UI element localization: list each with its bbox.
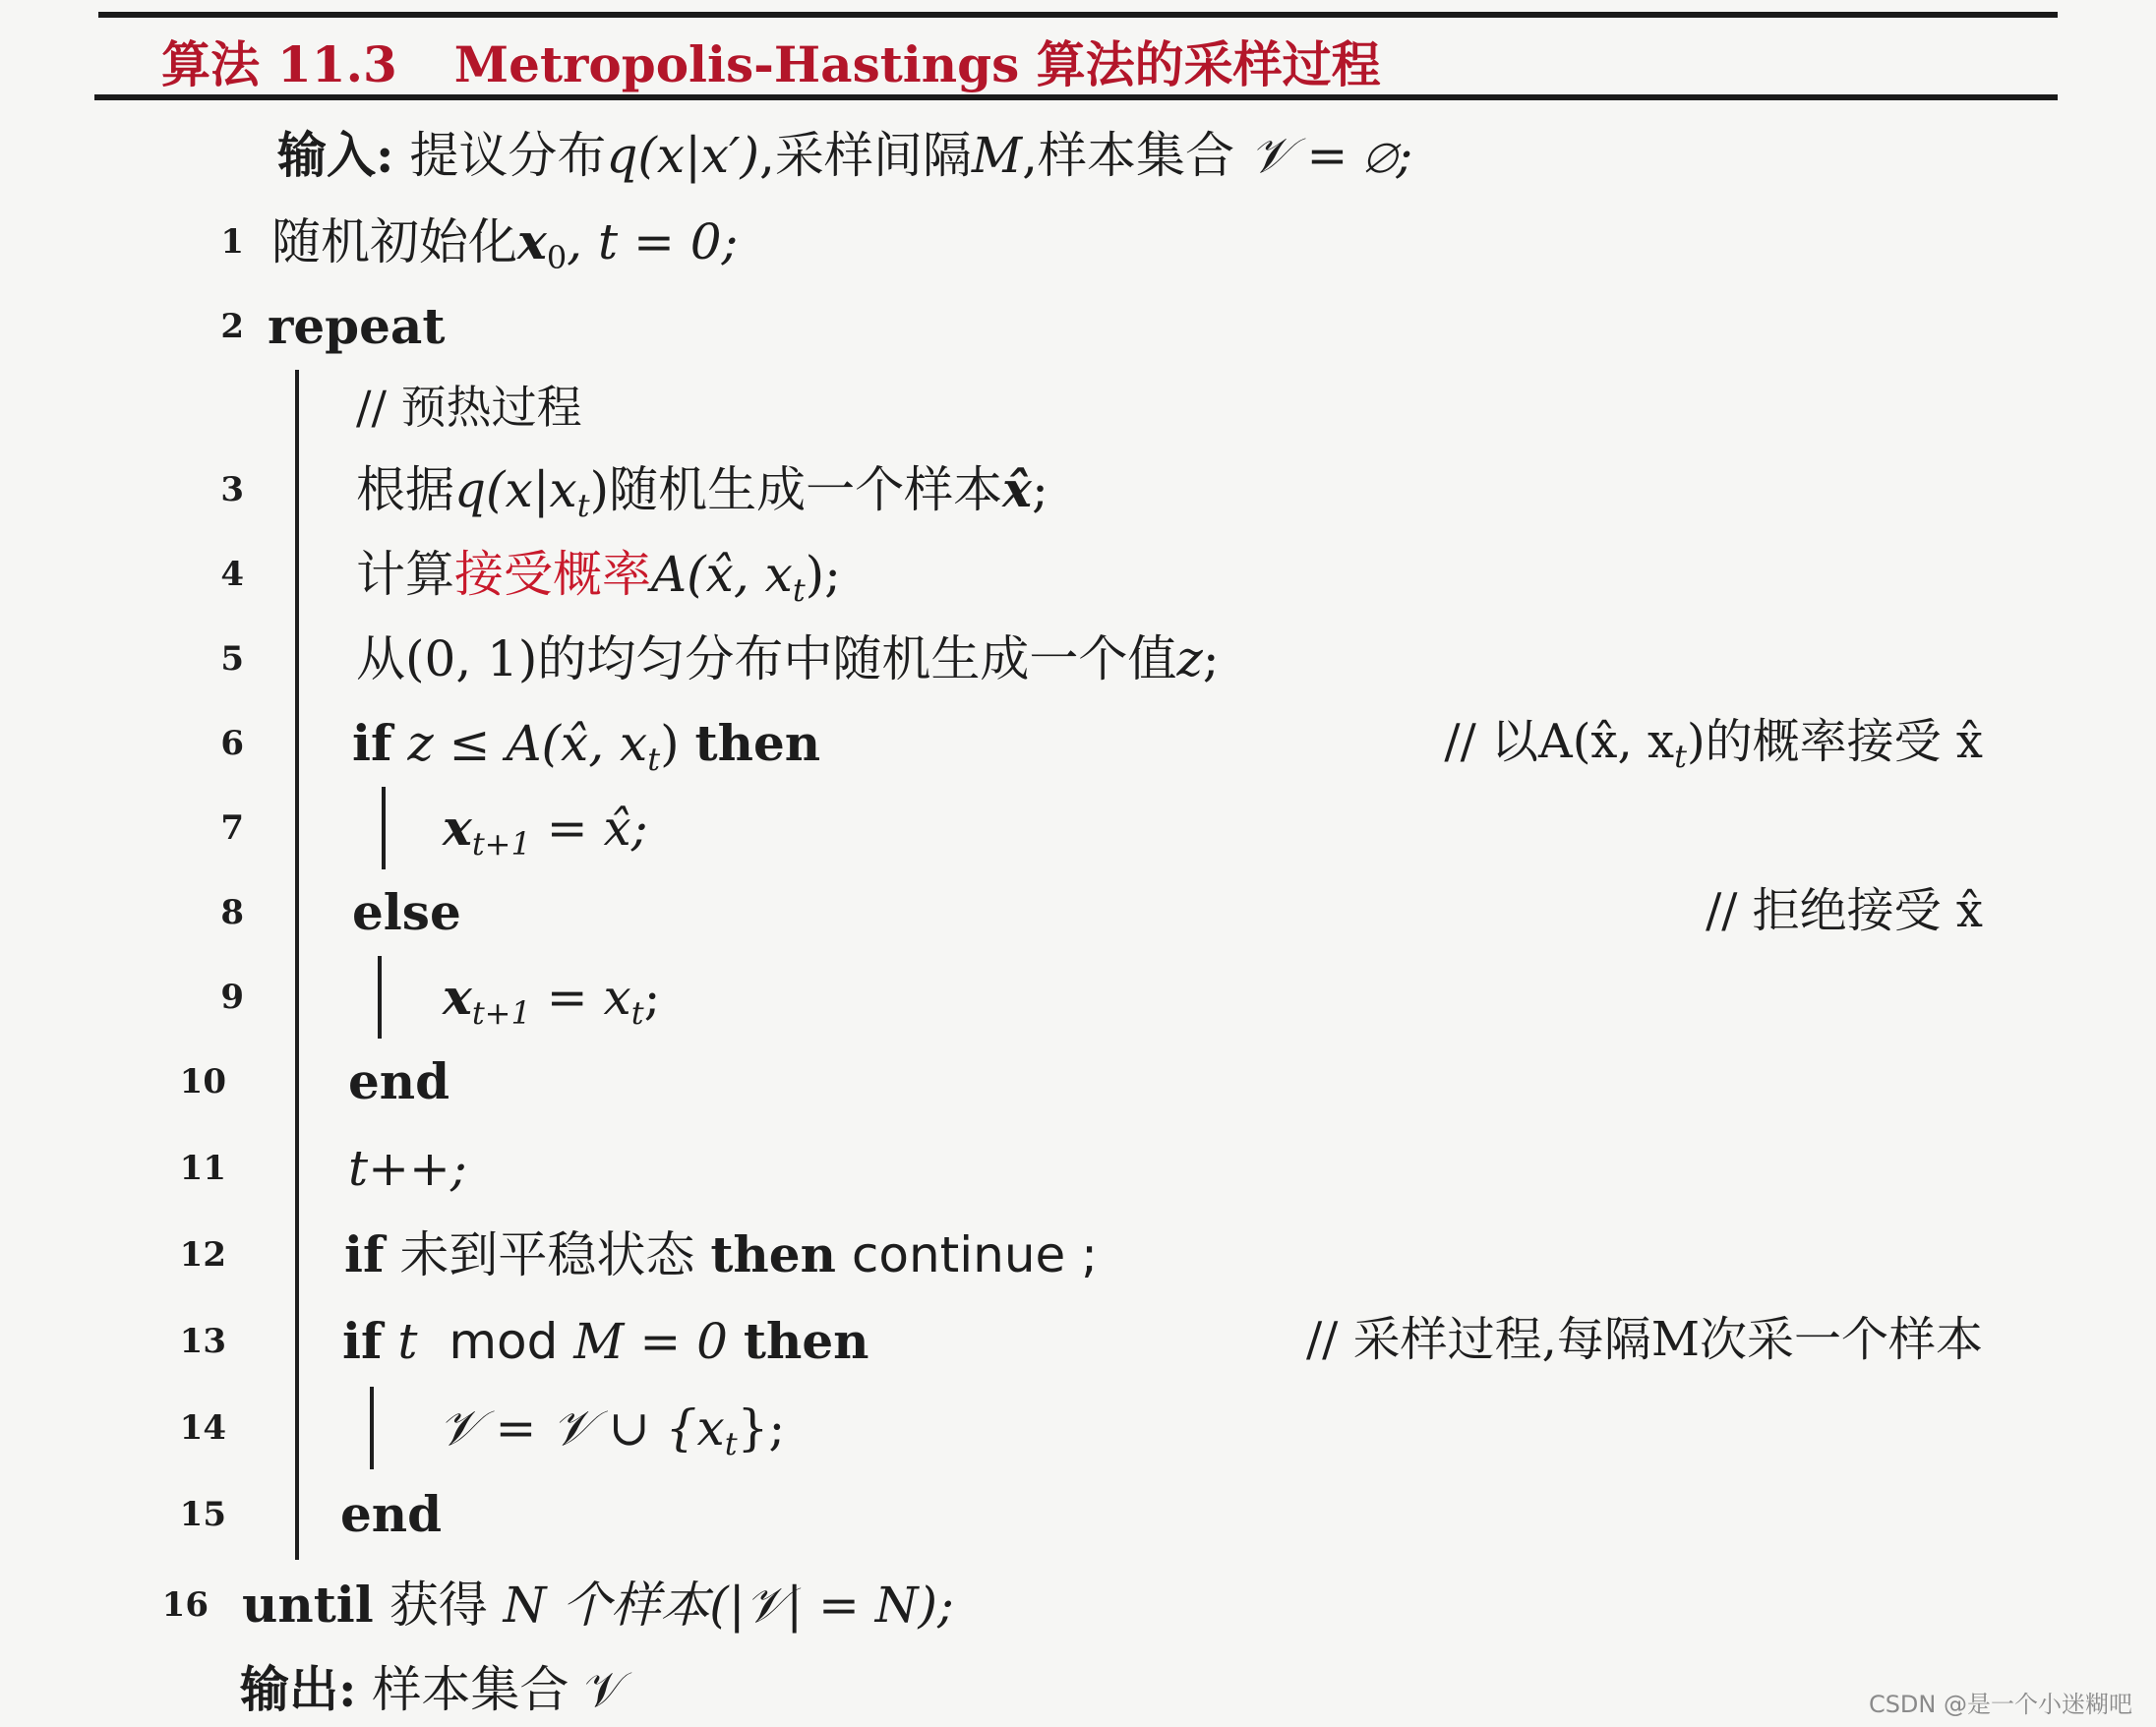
line12-a: 未到平稳状态 [399,1226,695,1283]
line-number: 6 [220,724,244,763]
line-number: 3 [220,470,244,509]
code-line-7 [443,797,648,863]
line-number: 1 [220,222,244,262]
code-line-12 [344,1223,1098,1286]
code-line-8: else [352,883,461,941]
comment-line-6 [1444,710,1983,773]
code-line-6 [352,712,821,778]
code-line-16 [242,1574,954,1637]
code-line-1 [271,210,739,276]
line13-then: then [743,1312,869,1370]
line6-sub: t [647,741,661,778]
line3-xhat: x̂ [1002,460,1032,518]
else-block-bar [378,956,382,1039]
input-proposal: q(x|x′) [606,127,759,184]
line9-sub2: t [630,994,644,1032]
line12-continue: continue ; [851,1226,1099,1283]
line-number: 8 [220,893,244,932]
line13-mod: mod [449,1313,559,1370]
line-number: 7 [220,808,244,848]
line6-expr: z ≤ A(x̂, x [407,715,648,772]
header-rule [94,94,2058,100]
line1-text: 随机初始化 [271,213,517,270]
line4-sub: t [792,571,806,609]
code-line-9 [443,966,661,1032]
input-label: 输入: [277,126,394,184]
line4-highlight: 接受概率 [454,546,651,603]
line9-b: = x [546,969,631,1026]
line3-b: )随机生成一个样本 [589,461,1003,518]
watermark: CSDN @是一个小迷糊吧 [1868,1691,2132,1718]
line3-c: ; [1031,461,1048,518]
line14-expr: 𝒱 = 𝒱 ∪ {x [439,1399,725,1457]
line12-then: then [710,1225,836,1283]
line6-then: then [694,714,821,772]
line13-if: if [342,1312,383,1370]
code-line-3 [356,458,1048,524]
input-text-c: ,样本集合 [1022,127,1235,184]
line5-z: z [1176,630,1203,687]
code-comment-warmup: // 预热过程 [356,381,582,434]
line9-c: ; [643,969,661,1026]
line-number: 4 [220,555,244,594]
line16-a: 获得 [389,1577,488,1634]
then-block-bar [382,787,386,869]
algorithm-label: 算法 [161,35,260,93]
code-line-13 [342,1310,869,1373]
input-set-expr: 𝒱 = ∅; [1249,127,1413,184]
line4-expr: A(x̂, x [651,546,793,603]
line9-x: x [443,968,472,1026]
line14-b: }; [737,1399,786,1457]
line1-x: x [517,212,547,270]
code-line-4 [356,543,842,609]
code-line-5 [356,627,1220,690]
c6-sub: t [1674,738,1687,775]
top-rule [98,12,2058,18]
line4-b: ); [805,546,842,603]
output-label: 输出: [240,1660,357,1718]
line-number: 12 [179,1235,226,1275]
line7-sub: t+1 [471,825,531,863]
line-number: 2 [220,307,244,346]
line-number: 16 [161,1585,209,1625]
line-number: 15 [179,1495,226,1534]
line13-expr: M = 0 [573,1313,728,1370]
code-line-10: end [348,1052,450,1110]
line6-b: ) [660,715,680,772]
comment-line-8: // 拒绝接受 x̂ [1706,883,1983,938]
line16-until: until [242,1576,374,1634]
comment-line-13: // 采样过程,每隔M次采一个样本 [1305,1312,1983,1367]
line7-x: x [443,799,472,857]
output-text: 样本集合 𝒱 [372,1661,626,1718]
input-M: M [971,127,1023,184]
input-line [277,124,1412,187]
line-number: 13 [179,1322,226,1361]
line-number: 10 [179,1062,226,1102]
line16-N: N [503,1577,547,1634]
line3-q: q(x|x [454,461,577,518]
c6-rest: )的概率接受 x̂ [1686,714,1983,769]
line1-rest: , t = 0; [567,213,739,270]
line5-a: 从(0, 1)的均匀分布中随机生成一个值 [356,630,1177,687]
code-line-15: end [340,1485,443,1543]
line1-sub: 0 [546,239,568,276]
mod-block-bar [370,1387,374,1469]
c6-a: // 以A(x̂, x [1444,714,1675,769]
line-number: 5 [220,639,244,679]
line-number: 14 [179,1408,226,1448]
line6-if: if [352,714,392,772]
line7-b: = x̂; [546,800,648,857]
repeat-block-bar [295,370,299,1560]
line3-a: 根据 [356,461,454,518]
algorithm-number: 11.3 [277,35,397,93]
input-text-a: 提议分布 [409,127,607,184]
line13-t: t [397,1313,418,1370]
line14-sub: t [724,1425,738,1462]
line-number: 9 [220,978,244,1017]
code-line-2: repeat [268,297,446,355]
code-line-14 [439,1397,786,1462]
code-line-11: t++; [348,1140,467,1197]
line9-sub: t+1 [471,994,531,1032]
line12-if: if [344,1225,385,1283]
line3-sub: t [576,487,590,524]
line5-b: ; [1202,630,1220,687]
line-number: 11 [179,1149,226,1188]
line4-a: 计算 [356,546,454,603]
input-text-b: ,采样间隔 [759,127,972,184]
line16-b: 个样本(|𝒱| = N); [562,1577,954,1634]
algorithm-title [161,26,1381,96]
algorithm-name: Metropolis-Hastings 算法的采样过程 [453,35,1381,93]
output-line [240,1658,626,1721]
